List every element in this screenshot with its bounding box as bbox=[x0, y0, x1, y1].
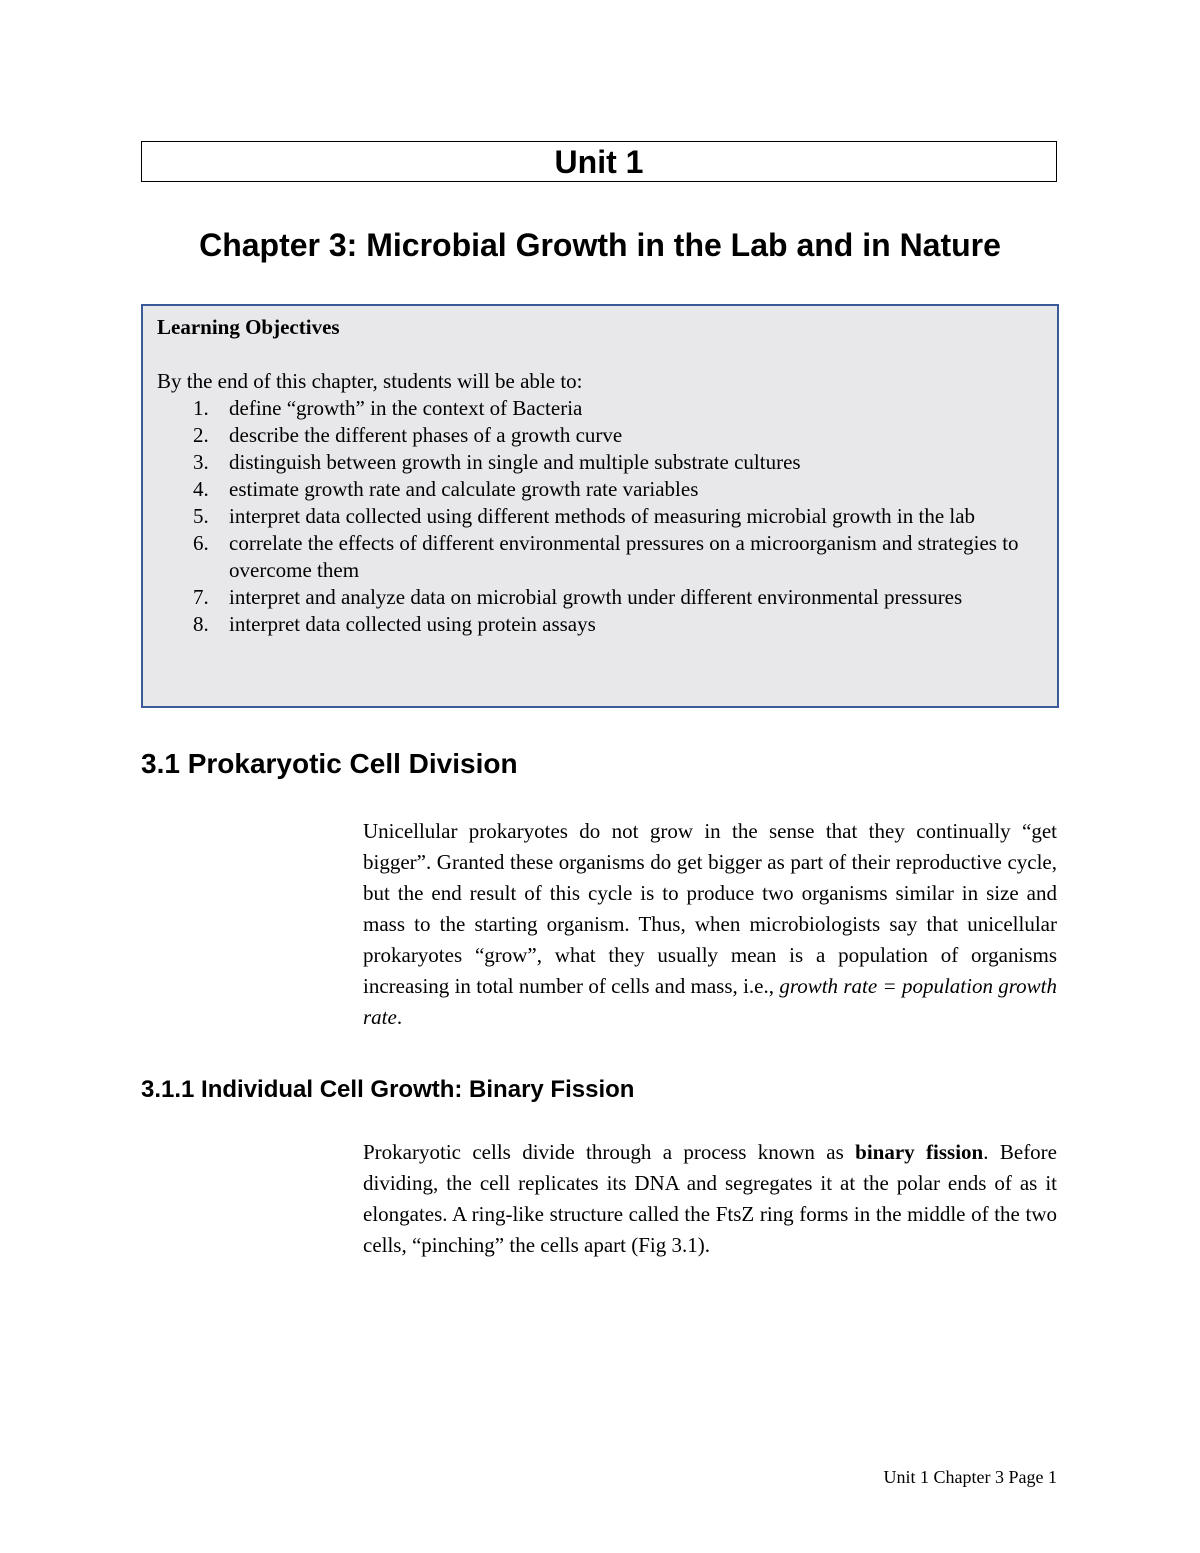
objective-item bbox=[157, 584, 1043, 611]
chapter-title: Chapter 3: Microbial Growth in the Lab and in Nature bbox=[199, 227, 1001, 263]
objective-number: 6. bbox=[193, 531, 209, 555]
objective-text: interpret data collected using protein assays bbox=[229, 612, 596, 636]
unit-label-box bbox=[141, 141, 1057, 182]
objectives-list bbox=[157, 395, 1043, 638]
objective-number: 1. bbox=[193, 396, 209, 420]
learning-objectives-box bbox=[141, 304, 1059, 708]
objective-text: distinguish between growth in single and multiple substrate cultures bbox=[229, 450, 801, 474]
page-footer: Unit 1 Chapter 3 Page 1 bbox=[883, 1467, 1057, 1487]
emphasis-text: growth rate = population growth rate bbox=[363, 974, 1057, 1029]
objective-text: interpret and analyze data on microbial growth under different environmental pressures bbox=[229, 585, 963, 609]
objective-number: 2. bbox=[193, 423, 209, 447]
objective-number: 7. bbox=[193, 585, 209, 609]
objectives-intro: By the end of this chapter, students will be able to: bbox=[157, 369, 583, 393]
bold-term: binary fission bbox=[855, 1140, 984, 1164]
objective-number: 4. bbox=[193, 477, 209, 501]
objective-item bbox=[157, 503, 1043, 530]
objective-text: estimate growth rate and calculate growth rate variables bbox=[229, 477, 699, 501]
section-heading-3-1: 3.1 Prokaryotic Cell Division bbox=[141, 748, 518, 779]
objective-text: interpret data collected using different methods of measuring microbial growth in the lab bbox=[229, 504, 976, 528]
section-3-1-paragraph bbox=[363, 816, 1057, 1033]
objective-item bbox=[157, 422, 1043, 449]
paragraph-text: Prokaryotic cells divide through a process known as bbox=[363, 1140, 844, 1164]
section-heading-3-1-1: 3.1.1 Individual Cell Growth: Binary Fission bbox=[141, 1076, 635, 1103]
objective-text: describe the different phases of a growth curve bbox=[229, 423, 623, 447]
paragraph-text: Unicellular prokaryotes do not grow in the sense that they continually “get bigger”. Granted these organisms do get bigger as part of their reproductive cycle, but the end result of this cycle is to produce two organisms similar in size and mass to the starting organism. Thus, when microbiologists say that unicellular prokaryotes “grow”, what they usually mean is a population of organisms increasing in total number of cells and mass, i.e., bbox=[363, 819, 1057, 998]
objective-item bbox=[157, 395, 1043, 422]
objective-item bbox=[157, 530, 1043, 584]
section-3-1-1-paragraph bbox=[363, 1137, 1057, 1261]
objective-text: define “growth” in the context of Bacteria bbox=[229, 396, 583, 420]
paragraph-end: . bbox=[396, 1005, 403, 1029]
unit-label: Unit 1 bbox=[554, 144, 644, 180]
objective-number: 3. bbox=[193, 450, 209, 474]
objectives-title: Learning Objectives bbox=[157, 315, 340, 339]
objective-item bbox=[157, 476, 1043, 503]
objective-item bbox=[157, 449, 1043, 476]
paragraph-text-rest: . Before dividing, the cell replicates its DNA and segregates it at the polar ends of as it elongates. A ring-like structure called the FtsZ ring forms in the middle of the two cells, “pinching” the cells apart (Fig 3.1). bbox=[363, 1140, 1058, 1257]
objective-text: correlate the effects of different environmental pressures on a microorganism and strategies to overcome them bbox=[229, 531, 1019, 582]
objective-number: 8. bbox=[193, 612, 209, 636]
objective-number: 5. bbox=[193, 504, 209, 528]
objective-item bbox=[157, 611, 1043, 638]
